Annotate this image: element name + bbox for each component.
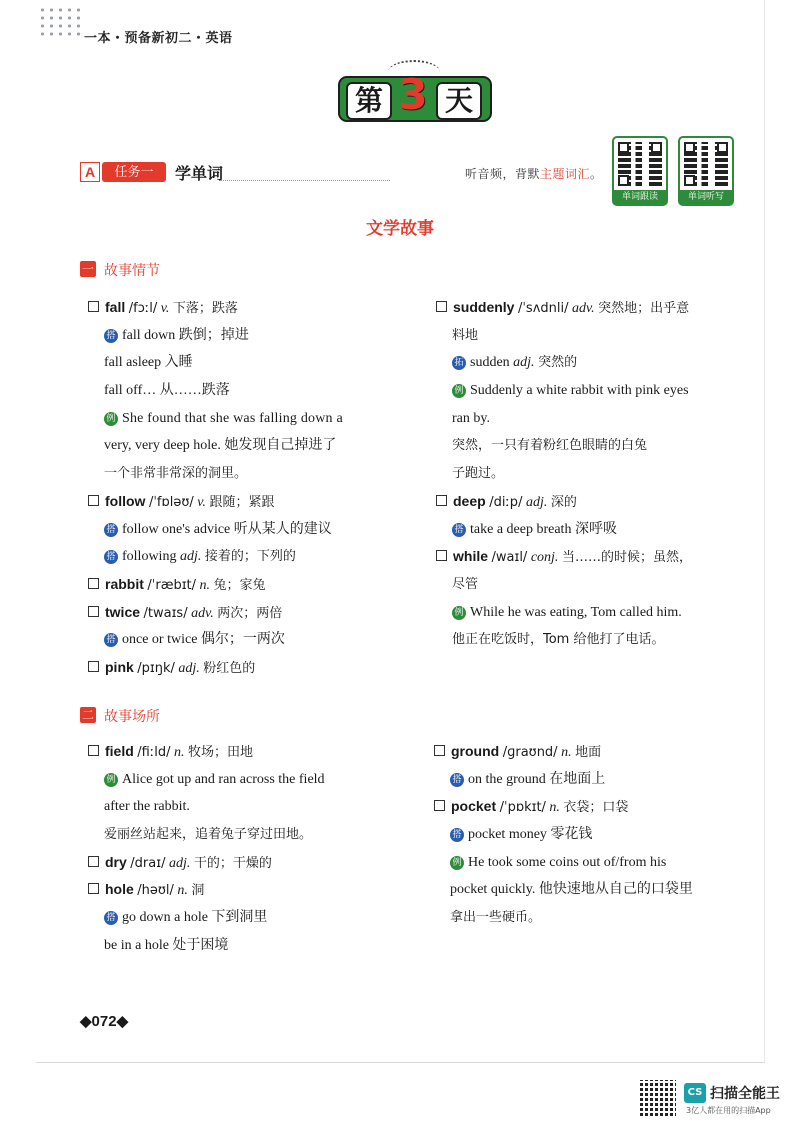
- part-of-speech: adv.: [191, 605, 214, 621]
- phrase: go down a hole 下到洞里: [122, 910, 268, 926]
- word: pink: [105, 658, 134, 675]
- meaning: 接着的；下列的: [204, 549, 296, 565]
- example-line: [104, 405, 404, 433]
- phrase-icon: 搭: [104, 911, 118, 925]
- word: dry: [105, 853, 127, 870]
- meaning: 粉红色的: [203, 660, 256, 676]
- phrase-line: [452, 516, 752, 544]
- phonetic: /diːp/: [489, 494, 523, 510]
- vocab-column-right-2: [450, 738, 750, 932]
- example: He took some coins out of/from his: [468, 854, 667, 870]
- phrase-line: [450, 821, 750, 849]
- phrase: once or twice 偶尔；一两次: [122, 632, 285, 648]
- part-of-speech: adj.: [525, 494, 548, 510]
- example-line: [450, 849, 750, 877]
- part-of-speech: v.: [197, 494, 206, 510]
- task-title: 学单词: [175, 166, 224, 183]
- scanner-watermark: [640, 1080, 780, 1120]
- checkbox[interactable]: [88, 301, 99, 312]
- vocab-column-right-1: [452, 294, 752, 654]
- meaning: 料地: [452, 327, 479, 343]
- part-of-speech: adj.: [513, 355, 535, 371]
- vocab-entry-pocket: [434, 793, 750, 821]
- meaning-continued: [452, 571, 752, 599]
- phonetic: /twaɪs/: [143, 605, 188, 621]
- qr-code-dictation[interactable]: [678, 136, 734, 206]
- word: fall: [105, 299, 126, 315]
- meaning: 下落；跌落: [172, 301, 238, 316]
- category-title: 故事场所: [104, 709, 160, 725]
- checkbox[interactable]: [436, 495, 447, 506]
- series-header: 一本・预备新初二・英语: [84, 30, 233, 45]
- phrase: fall asleep 入睡: [104, 355, 193, 371]
- category-number-icon: 一: [81, 262, 94, 276]
- meaning: 牧场；田地: [187, 745, 253, 760]
- word: hole: [105, 881, 134, 898]
- phrase-icon: 搭: [450, 828, 464, 842]
- phonetic: /ˈræbɪt/: [147, 577, 197, 593]
- example: very, very deep hole. 她发现自己掉进了: [104, 438, 337, 454]
- derived-word: sudden: [470, 355, 510, 371]
- phrase-line: [104, 516, 404, 544]
- part-of-speech: v.: [160, 301, 170, 316]
- vocab-entry-deep: [436, 488, 752, 516]
- meaning: 干的；干燥的: [193, 855, 272, 871]
- meaning: 兔；家兔: [213, 577, 266, 593]
- checkbox[interactable]: [434, 745, 445, 756]
- meaning: 深的: [550, 494, 577, 510]
- part-of-speech: adj.: [179, 549, 202, 565]
- phonetic: /waɪl/: [491, 550, 528, 566]
- word: ground: [451, 743, 500, 759]
- part-of-speech: n.: [177, 883, 188, 899]
- qr-caption: 单词跟读: [614, 190, 666, 204]
- part-of-speech: adj.: [178, 660, 200, 676]
- category-number-icon: 二: [81, 708, 94, 722]
- word: rabbit: [105, 575, 144, 592]
- banner-suffix: 天: [436, 82, 482, 120]
- category-title: 故事情节: [104, 263, 160, 279]
- vocab-entry-field: [88, 738, 404, 766]
- word: twice: [105, 603, 141, 620]
- phrase-icon: 搭: [104, 633, 118, 647]
- example-icon: 例: [104, 773, 118, 787]
- vocab-entry-dry: [88, 849, 404, 877]
- word: follow: [105, 492, 146, 509]
- watermark-tagline: 3亿人都在用的扫描App: [686, 1106, 771, 1115]
- qr-finder: [651, 142, 662, 153]
- task-letter: A: [80, 162, 100, 182]
- example-line: [104, 766, 404, 794]
- example-line: [104, 793, 404, 821]
- page-number-value: 072: [91, 1013, 117, 1030]
- example-translation: 拿出一些硬币。: [450, 910, 542, 926]
- instruction: [465, 165, 603, 182]
- example-line: [450, 904, 750, 932]
- phonetic: /ˈsʌdnli/: [517, 301, 569, 316]
- vocab-entry-follow: [88, 488, 404, 516]
- phrase-line: [104, 349, 404, 377]
- example-icon: 例: [452, 606, 466, 620]
- phrase: be in a hole 处于困境: [104, 937, 229, 953]
- qr-caption: 单词听写: [680, 190, 732, 204]
- meaning: 跟随；紧跟: [209, 494, 275, 510]
- example: after the rabbit.: [104, 799, 190, 815]
- banner-prefix: 第: [346, 82, 392, 120]
- checkbox[interactable]: [88, 883, 99, 894]
- task-label: 任务一: [102, 162, 166, 182]
- checkbox[interactable]: [88, 745, 99, 756]
- word: suddenly: [453, 299, 515, 315]
- example: Alice got up and ran across the field: [122, 771, 325, 787]
- checkbox[interactable]: [88, 606, 99, 617]
- vocab-entry-while: [436, 543, 752, 571]
- phonetic: /fɔːl/: [128, 301, 158, 316]
- phrase-icon: 搭: [104, 523, 118, 537]
- day-banner: [338, 70, 490, 120]
- part-of-speech: n.: [173, 745, 185, 760]
- qr-finder: [684, 175, 695, 186]
- checkbox[interactable]: [434, 800, 445, 811]
- checkbox[interactable]: [436, 301, 447, 312]
- task-underline: [220, 180, 390, 181]
- part-of-speech: adj.: [168, 855, 191, 871]
- vocab-column-left-2: [104, 738, 404, 960]
- meaning: 突然地；出乎意: [598, 301, 690, 316]
- phrase: on the ground 在地面上: [468, 771, 606, 787]
- camscanner-logo-icon: CS: [684, 1083, 706, 1103]
- phrase: take a deep breath 深呼吸: [470, 521, 617, 537]
- phrase-line: [104, 543, 404, 571]
- part-of-speech: n.: [561, 745, 572, 760]
- example-icon: 例: [450, 856, 464, 870]
- example: She found that she was falling down a: [122, 410, 343, 426]
- phrase-line: [104, 322, 404, 350]
- example-translation: 子跑过。: [452, 466, 505, 482]
- vocab-entry-twice: [88, 599, 404, 627]
- phrase-line: [450, 766, 750, 794]
- qr-code-read-along[interactable]: [612, 136, 668, 206]
- qr-finder: [684, 142, 695, 153]
- example-line: [104, 821, 404, 849]
- decorative-dots: [38, 6, 84, 36]
- example: pocket quickly. 他快速地从自己的口袋里: [450, 882, 693, 898]
- example-line: [452, 460, 752, 488]
- example-icon: 例: [452, 384, 466, 398]
- part-of-speech: n.: [199, 577, 211, 593]
- example-line: [452, 432, 752, 460]
- part-of-speech: n.: [549, 800, 560, 816]
- example: While he was eating, Tom called him.: [470, 604, 682, 620]
- phrase: pocket money 零花钱: [468, 827, 593, 843]
- instruction-end: 。: [590, 167, 603, 181]
- phrase-line: [104, 904, 404, 932]
- phonetic: /fiːld/: [137, 745, 171, 760]
- example-line: [452, 599, 752, 627]
- vocab-entry-pink: [88, 654, 404, 682]
- example-line: [450, 876, 750, 904]
- word: pocket: [451, 798, 497, 815]
- phrase-line: [104, 377, 404, 405]
- phrase-line: [452, 349, 752, 377]
- example: ran by.: [452, 410, 490, 426]
- meaning: 当……的时候；虽然，: [561, 550, 692, 566]
- vocab-entry-ground: [434, 738, 750, 766]
- phrase-icon: 拓: [452, 356, 466, 370]
- example-line: [452, 626, 752, 654]
- checkbox[interactable]: [88, 578, 99, 589]
- banner-day-number: 3: [398, 70, 428, 119]
- vocab-entry-fall: [88, 294, 404, 322]
- example-translation: 他正在吃饭时，Tom 给他打了电话。: [452, 632, 665, 648]
- checkbox[interactable]: [88, 856, 99, 867]
- vocab-column-left-1: [104, 294, 404, 682]
- phrase: fall down 跌倒；掉进: [122, 327, 249, 343]
- phrase-icon: 搭: [450, 773, 464, 787]
- qr-finder: [618, 175, 629, 186]
- word: while: [453, 548, 489, 565]
- phrase: follow one's advice 听从某人的建议: [122, 521, 332, 537]
- meaning: 尽管: [452, 576, 479, 592]
- instruction-text: 听音频，背默: [465, 167, 541, 181]
- phrase: fall off… 从……跌落: [104, 383, 230, 399]
- phrase-icon: 搭: [104, 550, 118, 564]
- meaning: 突然的: [538, 355, 578, 371]
- example-translation: 突然，一只有着粉红色眼睛的白兔: [452, 438, 648, 454]
- example-line: [104, 460, 404, 488]
- derived-word: following: [122, 549, 177, 565]
- meaning: 地面: [575, 745, 602, 760]
- instruction-highlight: 主题词汇: [540, 167, 591, 181]
- phrase-icon: 搭: [452, 523, 466, 537]
- example-line: [452, 377, 752, 405]
- word: field: [105, 743, 134, 759]
- phonetic: /ˈfɒləʊ/: [148, 494, 194, 510]
- section-title: 文学故事: [366, 219, 434, 239]
- checkbox[interactable]: [88, 661, 99, 672]
- vocab-entry-rabbit: [88, 571, 404, 599]
- qr-finder: [618, 142, 629, 153]
- example-translation: 一个非常非常深的洞里。: [104, 466, 248, 482]
- watermark-qr-icon: [640, 1080, 676, 1116]
- vocab-entry-suddenly: [436, 294, 752, 322]
- checkbox[interactable]: [436, 550, 447, 561]
- meaning: 两次；两倍: [217, 605, 283, 621]
- meaning: 衣袋；口袋: [563, 800, 629, 816]
- qr-finder: [717, 142, 728, 153]
- phonetic: /draɪ/: [130, 855, 166, 871]
- checkbox[interactable]: [88, 495, 99, 506]
- part-of-speech: adv.: [571, 301, 595, 316]
- phonetic: /həʊl/: [137, 883, 174, 899]
- example-line: [452, 405, 752, 433]
- phonetic: /ɡraʊnd/: [502, 745, 558, 760]
- example-line: [104, 432, 404, 460]
- phonetic: /pɪŋk/: [137, 660, 175, 676]
- word: deep: [453, 492, 486, 509]
- watermark-name: 扫描全能王: [710, 1086, 780, 1102]
- phonetic: /ˈpɒkɪt/: [499, 800, 546, 816]
- example-icon: 例: [104, 412, 118, 426]
- phrase-icon: 搭: [104, 329, 118, 343]
- part-of-speech: conj.: [530, 550, 559, 566]
- vocab-entry-hole: [88, 876, 404, 904]
- phrase-line: [104, 626, 404, 654]
- page-number: ◆072◆: [80, 1013, 129, 1030]
- phrase-line: [104, 932, 404, 960]
- meaning: 洞: [191, 883, 205, 899]
- example: Suddenly a white rabbit with pink eyes: [470, 383, 689, 399]
- example-translation: 爱丽丝站起来，追着兔子穿过田地。: [104, 827, 313, 843]
- meaning-continued: [452, 322, 752, 350]
